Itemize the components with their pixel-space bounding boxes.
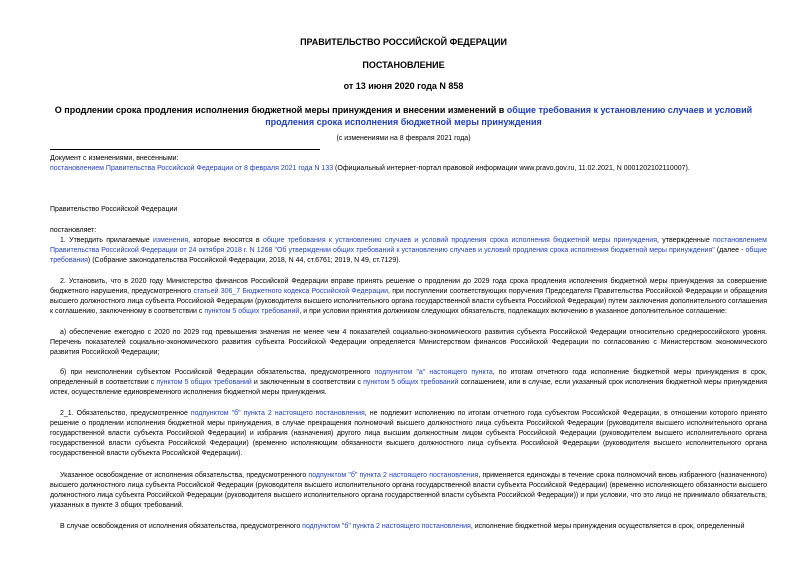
p1-link-general-requirements[interactable]: общие требования к установлению случаев и условий продления срока исполнения бюджетной меры принуждения — [262, 237, 658, 244]
p23-link-subpoint-b[interactable]: подпунктом "б" пункта 2 настоящего постановления — [302, 523, 471, 530]
changes-intro: Документ с изменениями, внесенными: — [50, 155, 179, 162]
government-line: Правительство Российской Федерации — [50, 206, 178, 213]
resolves-line: постановляет: — [50, 227, 97, 234]
document-type: ПОСТАНОВЛЕНИЕ — [362, 60, 445, 70]
changes-link-resolution-133[interactable]: постановлением Правительства Российской Федерации от 8 февраля 2021 года N 133 — [50, 165, 334, 172]
title-link-general-requirements[interactable]: общие требования к установлению случаев и условий продления срока исполнения бюджетной меры принуждения — [265, 105, 753, 127]
p23-text-1: В случае освобождения от исполнения обязательства, предусмотренного — [60, 523, 303, 530]
pb-text-1: б) при неисполнении субъектом Российской Федерации обязательства, предусмотренного — [60, 369, 375, 376]
pb-link-point-5-b[interactable]: пунктом 5 общих требований — [363, 379, 459, 386]
paragraph-1 — [50, 236, 767, 266]
p1-text-5: ) (Собрание законодательства Российской Федерации, 2018, N 44, ст.6761; 2019, N 49, ст.7129). — [87, 257, 401, 264]
p1-text-1: 1. Утвердить прилагаемые — [60, 237, 153, 244]
p22-text-2: , применяется единожды в течение срока полномочий вновь избранного (назначенного) высшего должностного лица субъекта Российской Федерации (руководителя высшего исполнительного органа государственной власти субъекта Российской Федерации) (временно исполняющего обязанности высшего должностного лица субъекта Российской Федерации (руководителя высшего исполнительного органа государственной власти субъекта Российской Федерации)) и при условии, что это лицо не принимало обязательств, указанных в пункте 3 общих требований. — [50, 472, 767, 509]
changes-block — [50, 154, 767, 174]
p2-text-1: 2. Установить, что в 2020 году Министерство финансов Российской Федерации вправе принять решение о продлении до 2029 года срока продления исполнения бюджетной меры принуждения за совершение бюджетного нарушения, предусмотренного — [50, 278, 767, 295]
amendment-note: (с изменениями на 8 февраля 2021 года) — [336, 135, 471, 142]
p21-link-subpoint-b[interactable]: подпунктом "б" пункта 2 настоящего постановления — [190, 410, 365, 417]
p1-link-changes[interactable]: изменения — [153, 237, 189, 244]
separator-line — [50, 149, 320, 150]
p1-text-4: (далее - — [714, 247, 746, 254]
pb-link-point-5-a[interactable]: пунктом 5 общих требований — [156, 379, 252, 386]
paragraph-2-1 — [50, 409, 767, 459]
document-date-number: от 13 июня 2020 года N 858 — [343, 81, 464, 91]
government-heading: ПРАВИТЕЛЬСТВО РОССИЙСКОЙ ФЕДЕРАЦИИ — [300, 37, 507, 47]
p1-text-2: , которые вносятся в — [188, 237, 263, 244]
p2-link-point-5[interactable]: пунктом 5 общих требований — [204, 308, 300, 315]
p22-link-subpoint-b[interactable]: подпунктом "б" пункта 2 настоящего постановления — [308, 472, 479, 479]
p2-text-2: , при поступлении соответствующих поручения Председателя Правительства Российской Федерации и обращения высшего должностного лица субъекта Российской Федерации (руководителя высшего исполнительного органа государственной власти субъекта Российской Федерации) путем заключения дополнительного соглашения к соглашению, заключенному в соответствии с — [50, 288, 768, 315]
paragraph-2-1-cont — [50, 471, 767, 511]
paragraph-b — [50, 368, 767, 398]
p21-text-2: , не подлежит исполнению по итогам отчетного года субъектом Российской Федерации, в отношении которого принято решение о продлении исполнения бюджетной меры принуждения, в случае прекращения полномочий высшего должностного лица субъекта Российской Федерации (руководителя высшего исполнительного органа государственной власти субъекта Российской Федерации) и избрания (назначения) другого лица высшим должностным лицом субъекта Российской Федерации (руководителем высшего исполнительного органа государственной власти субъекта Российской Федерации) (временно исполняющим обязанности высшего должностного лица субъекта Российской Федерации (руководителя высшего исполнительного органа государственной власти субъекта Российской Федерации). — [50, 410, 767, 457]
p23-text-2: , исполнение бюджетной меры принуждения осуществляется в срок, определенный — [470, 523, 745, 530]
p1-link-general-requirements-short[interactable]: общие требования — [50, 247, 767, 264]
p1-text-3: , утвержденные — [657, 237, 714, 244]
p2-link-article-306-7[interactable]: статьей 306_7 Бюджетного кодекса Российской Федерации — [193, 288, 389, 295]
p2-text-3: , и при условии принятия должником следующих обязательств, подлежащих включению в указанное дополнительное соглашение: — [299, 308, 727, 315]
pb-text-3: и заключенным в соответствии с — [251, 379, 364, 386]
pb-text-2: , по итогам отчетного года исполнение бюджетной меры принуждения в срок, определенный в соответствии с — [50, 369, 767, 386]
paragraph-2-2 — [50, 522, 767, 532]
paragraph-2 — [50, 277, 767, 317]
pb-link-subpoint-a[interactable]: подпунктом "а" настоящего пункта — [374, 369, 493, 376]
p22-text-1: Указанное освобождение от исполнения обязательства, предусмотренного — [60, 472, 309, 479]
pb-text-4: соглашением, или в случае, если указанный срок исполнения бюджетной меры принуждения истек, осуществление единовременного исполнения бюджетной меры принуждения. — [50, 379, 768, 396]
p1-link-resolution-1268[interactable]: постановлением Правительства Российской Федерации от 24 октября 2018 г. N 1268 "Об утверждении общих требований к установлению случаев и условий продления срока исполнения бюджетной меры принуждения" — [50, 237, 767, 254]
title-text: О продлении срока продления исполнения бюджетной меры принуждения и внесении изменений в — [54, 105, 507, 115]
changes-source: (Официальный интернет-портал правовой информации www.pravo.gov.ru, 11.02.2021, N 0001202102110007). — [333, 165, 690, 172]
paragraph-a: а) обеспечение ежегодно с 2020 по 2029 год превышения значения не менее чем 4 показателей социально-экономического развития субъекта Российской Федерации относительно среднероссийского уровня. Перечень показателей социально-экономического развития субъекта Российской Федерации определяется Министерством финансов Российской Федерации по согласованию с Министерством экономического развития Российской Федерации; — [50, 329, 767, 356]
document-title — [50, 104, 757, 128]
p21-text-1: 2_1. Обязательство, предусмотренное — [60, 410, 191, 417]
